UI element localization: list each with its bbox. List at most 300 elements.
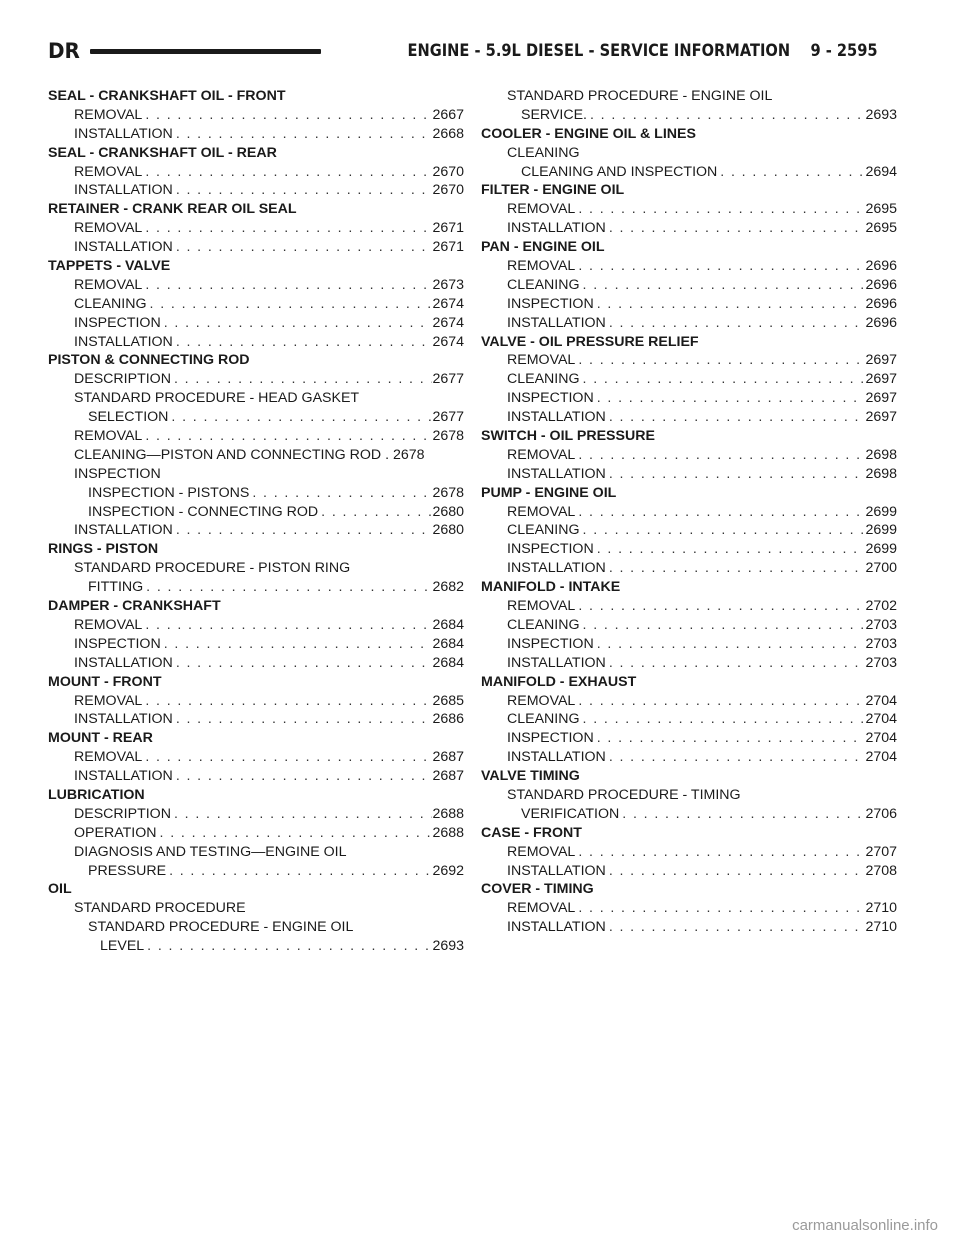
toc-entry[interactable] — [48, 616, 464, 635]
toc-leader-dots — [142, 692, 432, 711]
toc-page-number: 2700 — [865, 560, 897, 577]
toc-page-number: 2704 — [865, 692, 897, 709]
toc-entry[interactable] — [481, 389, 897, 408]
toc-entry[interactable] — [481, 87, 897, 106]
toc-leader-dots — [142, 163, 432, 182]
toc-entry-label: REMOVAL — [74, 428, 143, 445]
toc-page-number: 2703 — [865, 616, 897, 633]
toc-entry-label: CLEANING — [507, 616, 580, 633]
toc-leader-dots — [606, 465, 866, 484]
toc-leader-dots — [173, 521, 433, 540]
toc-entry[interactable] — [481, 654, 897, 673]
toc-entry[interactable] — [48, 748, 464, 767]
toc-leader-dots — [575, 597, 865, 616]
toc-page-number: 2692 — [432, 862, 464, 879]
toc-entry-label: INSTALLATION — [74, 522, 173, 539]
toc-entry-label: VALVE TIMING — [481, 768, 580, 785]
toc-entry[interactable] — [481, 616, 897, 635]
toc-entry-label: INSTALLATION — [74, 239, 173, 256]
toc-entry[interactable] — [48, 899, 464, 918]
toc-entry-label: REMOVAL — [507, 843, 576, 860]
toc-leader-dots — [606, 408, 866, 427]
toc-entry[interactable] — [481, 805, 897, 824]
toc-entry-label: TAPPETS - VALVE — [48, 258, 171, 275]
toc-entry-label: INSPECTION — [507, 635, 594, 652]
toc-entry-label: DAMPER - CRANKSHAFT — [48, 598, 221, 615]
toc-section-heading[interactable] — [48, 597, 464, 616]
toc-leader-dots — [142, 748, 432, 767]
toc-entry-label: REMOVAL — [74, 276, 143, 293]
toc-page-number: 2678 — [432, 428, 464, 445]
toc-section-heading[interactable] — [481, 767, 897, 786]
toc-section-heading[interactable] — [48, 257, 464, 276]
toc-entry-label: SEAL - CRANKSHAFT OIL - FRONT — [48, 88, 286, 104]
toc-entry-label: CASE - FRONT — [481, 824, 582, 841]
toc-leader-dots — [575, 200, 865, 219]
toc-entry-label: FITTING — [88, 579, 144, 596]
toc-entry-label: PAN - ENGINE OIL — [481, 239, 605, 256]
toc-page-number: 2704 — [865, 749, 897, 766]
toc-page-number: 2668 — [432, 125, 464, 142]
toc-leader-dots — [173, 238, 433, 257]
toc-entry[interactable] — [48, 276, 464, 295]
toc-entry-label: STANDARD PROCEDURE - ENGINE OIL — [88, 919, 354, 936]
toc-section-heading[interactable] — [481, 333, 897, 352]
toc-leader-dots — [606, 918, 866, 937]
toc-section-heading[interactable] — [481, 880, 897, 899]
toc-page-number: 2678 — [432, 484, 464, 501]
toc-page-number: 2671 — [432, 220, 464, 237]
toc-leader-dots — [161, 635, 433, 654]
toc-page-number: 2688 — [432, 805, 464, 822]
toc-entry[interactable] — [481, 465, 897, 484]
toc-entry[interactable] — [481, 200, 897, 219]
toc-entry-label: INSPECTION — [507, 390, 594, 407]
toc-page-number: 2684 — [432, 616, 464, 633]
toc-leader-dots — [717, 163, 865, 182]
toc-entry[interactable] — [481, 843, 897, 862]
toc-entry[interactable] — [481, 710, 897, 729]
toc-leader-dots — [173, 181, 433, 200]
toc-entry[interactable] — [48, 106, 464, 125]
toc-entry-label: CLEANING — [507, 522, 580, 539]
toc-section-heading[interactable] — [48, 880, 464, 899]
toc-entry-label: INSPECTION — [74, 465, 161, 482]
toc-entry-label: COVER - TIMING — [481, 881, 594, 898]
toc-page-number: 2695 — [865, 201, 897, 218]
toc-entry[interactable] — [48, 937, 464, 956]
toc-entry[interactable] — [48, 635, 464, 654]
toc-right-column — [481, 87, 897, 937]
toc-entry[interactable] — [481, 748, 897, 767]
toc-page-number: 2688 — [432, 824, 464, 841]
toc-page-number: 2697 — [865, 371, 897, 388]
toc-entry-label: DESCRIPTION — [74, 371, 171, 388]
toc-entry-label: INSTALLATION — [507, 560, 606, 577]
toc-entry[interactable] — [48, 333, 464, 352]
toc-leader-dots — [594, 635, 866, 654]
toc-entry-label: VERIFICATION — [521, 805, 620, 822]
toc-leader-dots — [142, 106, 432, 125]
toc-entry-label: INSTALLATION — [507, 314, 606, 331]
toc-entry[interactable] — [48, 805, 464, 824]
toc-entry-label: DIAGNOSIS AND TESTING—ENGINE OIL — [74, 843, 347, 860]
toc-entry-label: INSTALLATION — [507, 862, 606, 879]
toc-entry[interactable] — [481, 144, 897, 163]
toc-page-number: 2680 — [432, 503, 464, 520]
toc-section-heading[interactable] — [48, 786, 464, 805]
toc-page-number: 2687 — [432, 749, 464, 766]
toc-entry[interactable] — [481, 899, 897, 918]
toc-entry-label: INSPECTION - CONNECTING ROD — [88, 503, 319, 520]
toc-page-number: 2670 — [432, 182, 464, 199]
toc-entry[interactable] — [48, 295, 464, 314]
toc-section-heading[interactable] — [481, 673, 897, 692]
toc-leader-dots — [142, 276, 432, 295]
toc-page-number: 2698 — [865, 465, 897, 482]
toc-entry-label: CLEANING — [507, 371, 580, 388]
toc-entry-label: INSTALLATION — [507, 919, 606, 936]
toc-leader-dots — [173, 710, 433, 729]
header-rule — [90, 49, 322, 54]
toc-page-number: 2674 — [432, 295, 464, 312]
toc-entry[interactable] — [48, 862, 464, 881]
toc-entry-label: INSTALLATION — [74, 711, 173, 728]
toc-entry[interactable] — [481, 163, 897, 182]
toc-entry[interactable] — [48, 163, 464, 182]
header-model-code: DR — [48, 39, 80, 63]
toc-leader-dots — [580, 370, 866, 389]
toc-leader-dots — [587, 106, 865, 125]
toc-leader-dots — [147, 295, 433, 314]
toc-page-number: 2706 — [865, 805, 897, 822]
toc-entry[interactable] — [48, 484, 464, 503]
toc-entry-label: INSTALLATION — [74, 768, 173, 785]
toc-leader-dots — [168, 408, 432, 427]
toc-entry[interactable] — [48, 521, 464, 540]
toc-page-number: 2698 — [865, 446, 897, 463]
toc-page-number: 2703 — [865, 635, 897, 652]
toc-page-number: 2686 — [432, 711, 464, 728]
toc-section-heading[interactable] — [481, 181, 897, 200]
toc-page-number: 2696 — [865, 258, 897, 275]
toc-entry[interactable] — [481, 692, 897, 711]
toc-leader-dots — [166, 862, 432, 881]
toc-page-number: 2667 — [432, 106, 464, 123]
toc-entry[interactable] — [481, 862, 897, 881]
toc-entry-label: INSTALLATION — [74, 333, 173, 350]
toc-leader-dots — [575, 692, 865, 711]
toc-section-heading[interactable] — [481, 484, 897, 503]
toc-section-heading[interactable] — [481, 578, 897, 597]
toc-entry[interactable] — [48, 181, 464, 200]
toc-entry[interactable] — [481, 503, 897, 522]
toc-entry[interactable] — [48, 314, 464, 333]
toc-entry[interactable] — [481, 370, 897, 389]
toc-entry-label: INSPECTION — [507, 295, 594, 312]
toc-entry-label: INSTALLATION — [507, 220, 606, 237]
toc-entry[interactable] — [481, 540, 897, 559]
toc-leader-dots — [173, 333, 433, 352]
toc-section-heading[interactable] — [48, 729, 464, 748]
toc-page-number: 2671 — [432, 239, 464, 256]
toc-entry[interactable] — [48, 389, 464, 408]
toc-leader-dots — [580, 616, 866, 635]
toc-entry-label: STANDARD PROCEDURE - HEAD GASKET — [74, 390, 360, 407]
toc-entry[interactable] — [481, 219, 897, 238]
toc-entry-label: INSPECTION — [74, 314, 161, 331]
toc-entry-label: INSTALLATION — [507, 409, 606, 426]
toc-entry-label: CLEANING — [507, 144, 580, 161]
toc-section-heading[interactable] — [481, 427, 897, 446]
toc-leader-dots — [580, 710, 866, 729]
toc-entry-label: REMOVAL — [74, 163, 143, 180]
toc-entry-label: STANDARD PROCEDURE - ENGINE OIL — [507, 88, 773, 104]
toc-leader-dots — [594, 540, 866, 559]
toc-left-column — [48, 87, 464, 956]
toc-page-number: 2697 — [865, 352, 897, 369]
toc-page-number: 2703 — [865, 654, 897, 671]
toc-leader-dots — [575, 503, 865, 522]
toc-entry[interactable] — [48, 125, 464, 144]
toc-entry[interactable] — [481, 295, 897, 314]
toc-entry-label: FILTER - ENGINE OIL — [481, 182, 625, 199]
toc-entry-label: REMOVAL — [507, 352, 576, 369]
toc-leader-dots — [142, 219, 432, 238]
toc-entry-label: OPERATION — [74, 824, 157, 841]
toc-entry[interactable] — [48, 692, 464, 711]
toc-page-number: 2710 — [865, 900, 897, 917]
toc-entry-label: REMOVAL — [507, 900, 576, 917]
toc-entry-label: DESCRIPTION — [74, 805, 171, 822]
toc-page-number: 2685 — [432, 692, 464, 709]
toc-entry-label: INSTALLATION — [74, 182, 173, 199]
toc-page-number: 2699 — [865, 522, 897, 539]
toc-entry-label: SEAL - CRANKSHAFT OIL - REAR — [48, 144, 277, 161]
toc-entry-label: INSPECTION — [507, 730, 594, 747]
toc-entry[interactable] — [48, 578, 464, 597]
toc-entry[interactable] — [481, 257, 897, 276]
toc-page-number: 2699 — [865, 541, 897, 558]
toc-leader-dots — [580, 521, 866, 540]
header-section-title: ENGINE - 5.9L DIESEL - SERVICE INFORMATION 9 - 2595 — [407, 41, 878, 61]
toc-section-heading[interactable] — [481, 125, 897, 144]
toc-entry[interactable] — [48, 446, 464, 465]
toc-entry[interactable] — [48, 918, 464, 937]
toc-entry-label: CLEANING — [507, 276, 580, 293]
toc-entry[interactable] — [48, 824, 464, 843]
toc-leader-dots — [575, 257, 865, 276]
toc-entry[interactable] — [481, 521, 897, 540]
toc-leader-dots — [161, 314, 433, 333]
toc-entry-label: PISTON & CONNECTING ROD — [48, 352, 250, 369]
toc-entry-label: INSTALLATION — [74, 125, 173, 142]
toc-entry[interactable] — [48, 559, 464, 578]
toc-page-number: 2697 — [865, 409, 897, 426]
toc-entry-label: PUMP - ENGINE OIL — [481, 484, 617, 501]
toc-page-number: 2677 — [432, 371, 464, 388]
toc-page-number: 2693 — [865, 106, 897, 123]
toc-leader-dots — [171, 370, 432, 389]
toc-entry[interactable] — [481, 918, 897, 937]
toc-entry[interactable] — [48, 408, 464, 427]
toc-leader-dots — [143, 578, 432, 597]
toc-entry-label: REMOVAL — [74, 616, 143, 633]
toc-section-heading[interactable] — [48, 87, 464, 106]
toc-entry[interactable] — [48, 370, 464, 389]
toc-entry[interactable] — [481, 276, 897, 295]
toc-leader-dots — [157, 824, 433, 843]
toc-entry-label: REMOVAL — [74, 749, 143, 766]
toc-entry-label: INSPECTION — [507, 541, 594, 558]
toc-entry-label: RINGS - PISTON — [48, 541, 159, 558]
toc-leader-dots — [171, 805, 432, 824]
toc-leader-dots — [580, 276, 866, 295]
toc-page-number: 2704 — [865, 711, 897, 728]
toc-leader-dots — [606, 314, 866, 333]
toc-entry[interactable] — [48, 710, 464, 729]
toc-entry[interactable] — [48, 843, 464, 862]
toc-entry-label: INSTALLATION — [74, 654, 173, 671]
toc-entry-label: PRESSURE — [88, 862, 167, 879]
toc-entry-label: STANDARD PROCEDURE - PISTON RING — [74, 560, 351, 577]
toc-page-number: 2687 — [432, 768, 464, 785]
toc-leader-dots — [173, 125, 433, 144]
toc-page-number: 2696 — [865, 314, 897, 331]
toc-section-heading[interactable] — [48, 673, 464, 692]
toc-page-number: 2680 — [432, 522, 464, 539]
toc-entry-label: STANDARD PROCEDURE — [74, 900, 246, 917]
toc-page-number: 2696 — [865, 295, 897, 312]
page-header — [48, 36, 878, 66]
toc-leader-dots — [594, 295, 866, 314]
toc-entry[interactable] — [481, 106, 897, 125]
toc-leader-dots — [594, 729, 866, 748]
toc-entry-label: REMOVAL — [507, 201, 576, 218]
toc-page-number: 2710 — [865, 919, 897, 936]
toc-section-heading[interactable] — [48, 540, 464, 559]
toc-entry-label: REMOVAL — [74, 692, 143, 709]
toc-page-number: 2693 — [432, 938, 464, 955]
toc-page-number: 2708 — [865, 862, 897, 879]
toc-leader-dots — [606, 654, 866, 673]
toc-entry-label: REMOVAL — [507, 598, 576, 615]
toc-entry[interactable] — [48, 654, 464, 673]
toc-entry-label: INSPECTION — [74, 635, 161, 652]
toc-entry-label: INSTALLATION — [507, 749, 606, 766]
toc-page-number: 2694 — [865, 163, 897, 180]
toc-page-number: 2682 — [432, 579, 464, 596]
toc-leader-dots — [606, 559, 866, 578]
toc-leader-dots — [575, 843, 865, 862]
toc-leader-dots — [575, 446, 865, 465]
toc-entry-label: MANIFOLD - INTAKE — [481, 579, 621, 596]
toc-page-number: 2697 — [865, 390, 897, 407]
toc-entry[interactable] — [481, 351, 897, 370]
toc-section-heading[interactable] — [48, 200, 464, 219]
toc-leader-dots — [318, 503, 432, 522]
toc-page-number: 2670 — [432, 163, 464, 180]
toc-entry-label: STANDARD PROCEDURE - TIMING — [507, 786, 741, 803]
toc-leader-dots — [142, 616, 432, 635]
toc-entry-label: CLEANING AND INSPECTION — [521, 163, 718, 180]
toc-entry-label: INSTALLATION — [507, 654, 606, 671]
toc-leader-dots — [606, 862, 866, 881]
toc-section-heading[interactable] — [481, 824, 897, 843]
toc-section-heading[interactable] — [48, 144, 464, 163]
toc-page-number: 2674 — [432, 314, 464, 331]
toc-entry[interactable] — [48, 503, 464, 522]
toc-entry-label: REMOVAL — [74, 220, 143, 237]
toc-entry[interactable] — [481, 446, 897, 465]
toc-entry-label: MOUNT - FRONT — [48, 673, 162, 690]
toc-page-number: 2674 — [432, 333, 464, 350]
toc-entry-label: CLEANING — [74, 295, 147, 312]
toc-leader-dots — [249, 484, 432, 503]
toc-leader-dots — [575, 351, 865, 370]
toc-entry[interactable] — [481, 408, 897, 427]
toc-entry-label: SWITCH - OIL PRESSURE — [481, 428, 655, 445]
toc-page-number: 2699 — [865, 503, 897, 520]
toc-entry[interactable] — [481, 314, 897, 333]
toc-entry-label: MANIFOLD - EXHAUST — [481, 673, 637, 690]
toc-entry[interactable] — [481, 635, 897, 654]
toc-entry-label: SELECTION — [88, 409, 169, 426]
toc-entry-label: COOLER - ENGINE OIL & LINES — [481, 125, 696, 142]
toc-section-heading[interactable] — [481, 238, 897, 257]
toc-entry[interactable] — [481, 559, 897, 578]
toc-entry-label: LUBRICATION — [48, 786, 145, 803]
toc-page-number: 2673 — [432, 276, 464, 293]
toc-entry[interactable] — [481, 786, 897, 805]
toc-leader-dots — [173, 767, 433, 786]
toc-section-heading[interactable] — [48, 351, 464, 370]
toc-entry[interactable] — [481, 597, 897, 616]
toc-entry-label: INSTALLATION — [507, 465, 606, 482]
toc-leader-dots — [594, 389, 866, 408]
toc-entry-label: MOUNT - REAR — [48, 730, 153, 747]
toc-leader-dots — [606, 748, 866, 767]
toc-entry-label: SERVICE. — [521, 106, 587, 123]
toc-entry[interactable] — [48, 238, 464, 257]
toc-page-number: 2677 — [432, 409, 464, 426]
footer-watermark: carmanualsonline.info — [792, 1217, 938, 1234]
toc-leader-dots — [142, 427, 432, 446]
toc-entry-label: CLEANING — [507, 711, 580, 728]
toc-leader-dots — [619, 805, 865, 824]
toc-page-number: 2702 — [865, 598, 897, 615]
toc-leader-dots — [144, 937, 432, 956]
toc-entry[interactable] — [48, 767, 464, 786]
toc-entry-label: REMOVAL — [507, 258, 576, 275]
toc-page-number: 2684 — [432, 654, 464, 671]
toc-entry-label: REMOVAL — [507, 692, 576, 709]
toc-page-number: 2695 — [865, 220, 897, 237]
toc-page-number: 2704 — [865, 730, 897, 747]
toc-entry-label: CLEANING—PISTON AND CONNECTING ROD . 2678 — [74, 446, 425, 463]
toc-entry-label: INSPECTION - PISTONS — [88, 484, 250, 501]
toc-leader-dots — [606, 219, 866, 238]
toc-entry-label: REMOVAL — [507, 446, 576, 463]
toc-entry[interactable] — [48, 427, 464, 446]
toc-entry[interactable] — [481, 729, 897, 748]
toc-entry-label: REMOVAL — [507, 503, 576, 520]
toc-entry[interactable] — [48, 219, 464, 238]
toc-leader-dots — [173, 654, 433, 673]
toc-page-number: 2707 — [865, 843, 897, 860]
toc-entry-label: RETAINER - CRANK REAR OIL SEAL — [48, 201, 297, 218]
toc-entry[interactable] — [48, 465, 464, 484]
